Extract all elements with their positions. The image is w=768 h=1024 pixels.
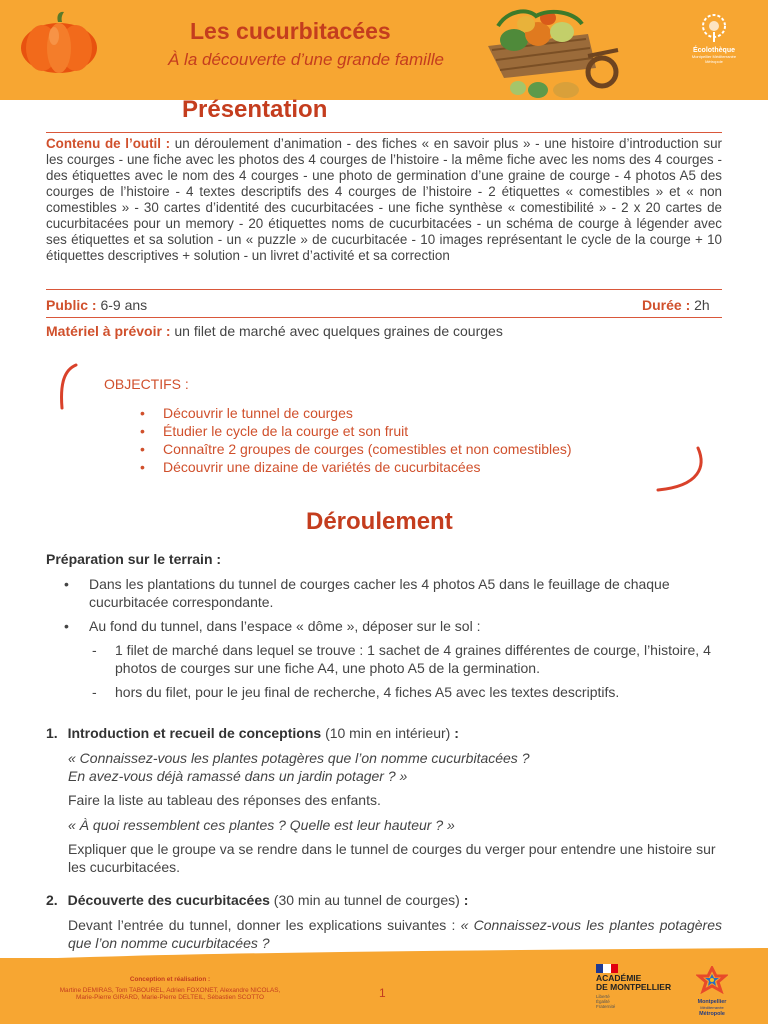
- document-title: Les cucurbitacées: [190, 18, 391, 44]
- contenu-label: Contenu de l’outil :: [46, 136, 171, 151]
- list-item: • Connaître 2 groupes de courges (comestibles et non comestibles): [140, 440, 572, 458]
- metro-line: Montpellier: [697, 999, 727, 1005]
- step1-quote3: « À quoi ressemblent ces plantes ? Quelle est leur hauteur ? »: [68, 817, 455, 833]
- french-flag-icon: [596, 964, 618, 973]
- materiel-label: Matériel à prévoir :: [46, 323, 171, 339]
- deroulement-heading: Déroulement: [306, 508, 453, 535]
- public-label: Public :: [46, 297, 97, 313]
- divider: [46, 317, 722, 318]
- metro-line: Métropole: [699, 1011, 725, 1017]
- prep-sublist: [90, 641, 722, 707]
- credits-title: Conception et réalisation :: [129, 976, 211, 983]
- step1-number: 1.: [46, 725, 58, 741]
- metropole-logo: [684, 966, 740, 1017]
- tree-icon: [694, 14, 734, 42]
- step1-meta: (10 min en intérieur): [325, 725, 451, 741]
- list-item: • Découvrir le tunnel de courges: [140, 404, 572, 422]
- materiel-line: [46, 323, 503, 339]
- ecolotheque-logo: [684, 14, 744, 64]
- step2-paragraph: [68, 916, 722, 952]
- header-band: [0, 0, 768, 100]
- step2-meta: (30 min au tunnel de courges): [273, 892, 460, 908]
- motto-line: Égalité: [596, 999, 610, 1004]
- public-line: [46, 297, 147, 313]
- contenu-text: un déroulement d’animation - des fiches « en savoir plus » - une histoire d’introduction sur les courges - une fiche avec les photos des 4 courges de l’histoire - la même fiche avec les noms des 4 courges - des étiquettes avec le nom des 4 courges - une photo de germination d’une graine de courge - 4 photos A5 des courges de l’histoire - 4 textes descriptifs des 4 courges de l’histoire - 2 étiquettes « comestibles » et « non comestibles » - 30 cartes d’identité des cucurbitacées - une fiche synthèse « comestibilité » - 2 x 20 cartes de cucurbitacées pour un memory - 20 étiquettes noms de cucurbitacées - un schéma de courge à légender avec ses étiquettes et sa solution - un « puzzle » de cucurbitacée - 10 images représentant le cycle de la courge + 10 étiquettes descriptives + solution - un livret d’activité et sa correction: [46, 136, 722, 263]
- wheelbarrow-icon: [478, 6, 624, 100]
- list-item: • Étudier le cycle de la courge et son fruit: [140, 422, 572, 440]
- list-item: - 1 filet de marché dans lequel se trouve : 1 sachet de 4 graines différentes de courge, l’histoire, 4 photos de courges sur une fiche A4, une photo A5 de la germination.: [90, 641, 722, 677]
- prep-list: [62, 575, 722, 641]
- list-item: • Dans les plantations du tunnel de courges cacher les 4 photos A5 dans le feuillage de chaque cucurbitacée correspondante.: [62, 575, 722, 611]
- motto-line: Liberté: [596, 994, 610, 999]
- left-bracket-decoration: [56, 362, 80, 412]
- credits-line: Martine DEMIRAS, Tom TABOUREL, Adrien FOXONET, Alexandre NICOLAS,: [59, 986, 281, 994]
- divider: [46, 289, 722, 290]
- list-item: • Découvrir une dizaine de variétés de cucurbitacées: [140, 458, 572, 476]
- step2-heading: [46, 892, 468, 908]
- public-value: 6-9 ans: [100, 297, 148, 313]
- duree-value: 2h: [694, 297, 710, 313]
- credits-line: Marie-Pierre GIRARD, Marie-Pierre DELTEIL, Sébastien SCOTTO: [76, 994, 264, 1001]
- step1-title: Introduction et recueil de conceptions: [67, 725, 322, 741]
- pumpkin-icon: [18, 10, 100, 74]
- document-subtitle: À la découverte d’une grande famille: [168, 50, 444, 69]
- ecolotheque-name: Écolothèque: [692, 47, 735, 54]
- step1-quote2: En avez-vous déjà ramassé dans un jardin potager ? »: [68, 768, 408, 784]
- step2-title: Découverte des cucurbitacées: [67, 892, 270, 908]
- step1-text2: Expliquer que le groupe va se rendre dans le tunnel de courges du verger pour entendre une histoire sur les cucurbitacées.: [68, 841, 716, 875]
- academie-name: [596, 974, 676, 992]
- credits: [0, 976, 340, 1002]
- presentation-heading: Présentation: [182, 96, 328, 123]
- duree-label: Durée :: [642, 297, 691, 313]
- step1-heading: [46, 725, 459, 741]
- motto-line: Fraternité: [596, 1004, 616, 1009]
- page-number: 1: [379, 986, 386, 1000]
- objectifs-title: OBJECTIFS :: [104, 376, 189, 392]
- contenu-paragraph: [46, 136, 722, 264]
- right-bracket-decoration: [654, 444, 710, 496]
- academie-line: DE MONTPELLIER: [596, 982, 672, 992]
- metropole-star-icon: [696, 966, 728, 994]
- metro-line: Méditerranée: [700, 1005, 724, 1010]
- list-item: - hors du filet, pour le jeu final de recherche, 4 fiches A5 avec les textes descriptifs.: [90, 683, 722, 701]
- objectifs-list: [140, 404, 572, 476]
- step2-colon: :: [463, 892, 469, 908]
- step2-quote: « Connaissez-vous les plantes potagères que l’on nomme cucurbitacées ?: [68, 917, 722, 951]
- step1-text1: Faire la liste au tableau des réponses des enfants.: [68, 792, 381, 808]
- step2-text: Devant l’entrée du tunnel, donner les explications suivantes :: [68, 917, 456, 933]
- prep-title: Préparation sur le terrain :: [46, 551, 222, 567]
- academie-line: ACADÉMIE: [596, 973, 642, 983]
- duree-line: [642, 297, 710, 313]
- divider: [46, 132, 722, 133]
- ecolotheque-sub: Montpellier Méditerranée Métropole: [691, 54, 737, 64]
- step1-quote1: « Connaissez-vous les plantes potagères que l’on nomme cucurbitacées ?: [68, 750, 530, 766]
- metropole-name: [684, 999, 740, 1017]
- academie-motto: [596, 994, 636, 1009]
- step1-colon: :: [454, 725, 459, 741]
- step2-number: 2.: [46, 892, 58, 908]
- materiel-value: un filet de marché avec quelques graines de courges: [174, 323, 503, 339]
- list-item: • Au fond du tunnel, dans l’espace « dôme », déposer sur le sol :: [62, 617, 722, 635]
